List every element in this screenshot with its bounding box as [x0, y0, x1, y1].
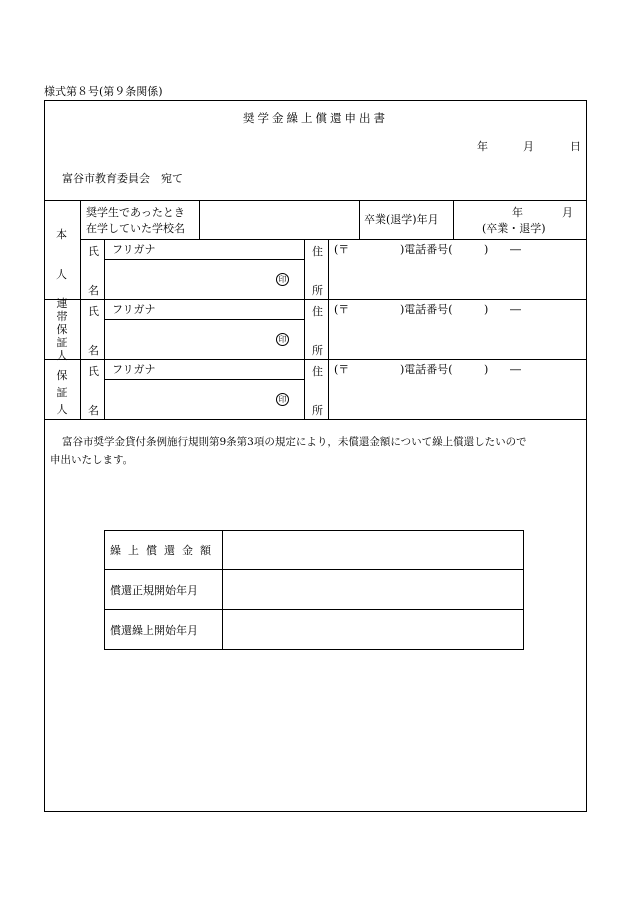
guarantor-label: 保証人: [56, 369, 68, 416]
guarantor-address-label-bottom: 所: [312, 404, 323, 417]
joint-address-field[interactable]: [329, 318, 586, 358]
joint-address-label-bottom: 所: [312, 344, 323, 357]
guarantor-furigana-label: フリガナ: [112, 363, 156, 376]
guarantor-name-field[interactable]: [105, 380, 303, 418]
joint-name-field[interactable]: [105, 320, 303, 358]
joint-phone-paren: ): [484, 303, 489, 316]
joint-name-label-top: 氏: [88, 305, 99, 318]
early-start-label: 償還繰上開始年月: [110, 624, 198, 637]
school-row-bottom-line: [80, 239, 587, 240]
self-section-bottom-line: [44, 299, 587, 300]
section-label-divider: [80, 200, 81, 419]
self-address-field[interactable]: [329, 258, 586, 298]
joint-seal-mark: 印: [276, 333, 289, 346]
graduation-year-label: 年: [512, 206, 523, 219]
table-bottom-line: [44, 419, 587, 420]
amount-field[interactable]: [223, 531, 523, 569]
joint-phone-dash: ―: [510, 303, 521, 316]
self-name-label-bottom: 名: [88, 284, 99, 297]
early-start-field[interactable]: [223, 610, 523, 649]
guarantor-seal-mark: 印: [276, 393, 289, 406]
joint-guarantor-label: 連帯保証人: [56, 297, 68, 362]
self-label-top: 本: [56, 228, 67, 241]
guarantor-name-label-bottom: 名: [88, 404, 99, 417]
guarantor-phone-dash: ―: [510, 363, 521, 376]
school-name-field[interactable]: [200, 201, 358, 238]
self-name-label-top: 氏: [88, 245, 99, 258]
joint-furigana-label: フリガナ: [112, 303, 156, 316]
self-name-field[interactable]: [105, 260, 303, 298]
regular-start-field[interactable]: [223, 570, 523, 609]
joint-section-bottom-line: [44, 359, 587, 360]
graduation-label-left-divider: [359, 200, 360, 239]
guarantor-name-label-top: 氏: [88, 365, 99, 378]
joint-postal-label: (〒: [334, 303, 350, 316]
school-label-line1: 奨学生であったとき: [86, 206, 185, 219]
joint-name-label-bottom: 名: [88, 344, 99, 357]
statement-line1: 富谷市奨学金貸付条例施行規則第9条第3項の規定により，未償還金額について繰上償還したいので: [62, 436, 527, 448]
statement-line2: 申出いたします。: [50, 454, 134, 466]
self-postal-label: (〒: [334, 243, 350, 256]
self-label-bottom: 人: [56, 268, 67, 281]
guarantor-address-label-top: 住: [312, 365, 323, 378]
addressee: 富谷市教育委員会 宛て: [62, 172, 183, 185]
date-month-label: 月: [523, 140, 534, 153]
guarantor-phone-paren: ): [484, 363, 489, 376]
amount-label: 繰上償還金額: [110, 544, 218, 557]
school-label-line2: 在学していた学校名: [86, 222, 185, 235]
self-phone-dash: ―: [510, 243, 521, 256]
regular-start-label: 償還正規開始年月: [110, 584, 198, 597]
joint-phone-label: )電話番号(: [400, 303, 453, 316]
form-title: 奨学金繰上償還申出書: [243, 111, 388, 125]
date-year-label: 年: [477, 140, 488, 153]
graduation-label-right-divider: [453, 200, 454, 239]
self-address-label-bottom: 所: [312, 284, 323, 297]
graduation-note: (卒業・退学): [482, 222, 546, 235]
self-furigana-label: フリガナ: [112, 243, 156, 256]
guarantor-phone-label: )電話番号(: [400, 363, 453, 376]
graduation-label: 卒業(退学)年月: [364, 213, 439, 226]
guarantor-address-field[interactable]: [329, 378, 586, 418]
name-address-divider: [304, 239, 305, 419]
self-phone-label: )電話番号(: [400, 243, 453, 256]
self-phone-paren: ): [484, 243, 489, 256]
joint-address-label-top: 住: [312, 305, 323, 318]
form-number: 様式第８号(第９条関係): [44, 85, 163, 98]
date-day-label: 日: [570, 140, 581, 153]
guarantor-postal-label: (〒: [334, 363, 350, 376]
graduation-month-label: 月: [562, 206, 573, 219]
self-address-label-top: 住: [312, 245, 323, 258]
self-seal-mark: 印: [276, 273, 289, 286]
